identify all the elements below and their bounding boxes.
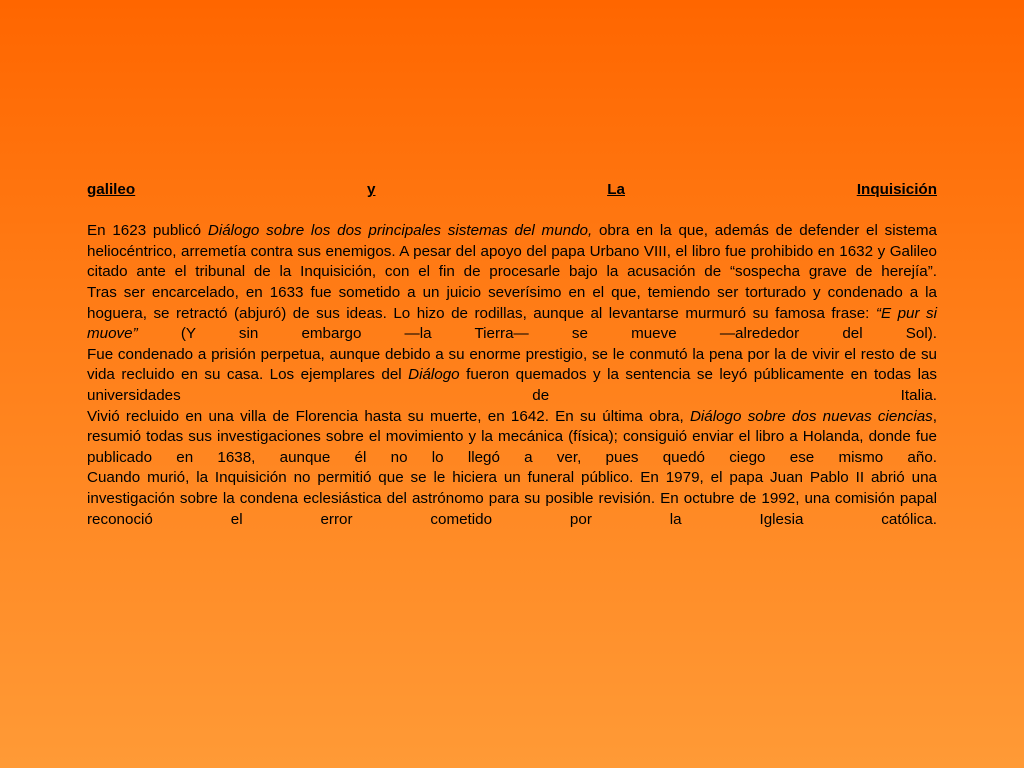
text-run: Tras ser encarcelado, en 1633 fue sometido a un juicio severísimo en el que, temiendo ser torturado y condenado a la hoguera, se retractó (abjuró) de sus ideas. Lo hizo de rodillas, aunque al levantarse murmuró su famosa frase: (87, 283, 937, 322)
title-word: Inquisición (856, 181, 937, 198)
paragraph-sentence (87, 345, 937, 407)
text-run: , resumió todas sus investigaciones sobre el movimiento y la mecánica (física); consiguió enviar el libro a Holanda, donde fue publicado en 1638, aunque él no lo llegó a ver, pues quedó ciego ese mismo año. (87, 407, 938, 466)
text-run: obra en la que, además de defender el sistema heliocéntrico, arremetía contra sus enemigos. A pesar del apoyo del papa Urbano VIII, el libro fue prohibido en 1632 y Galileo citado ante el tribunal de la Inquisición, con el fin de procesarle bajo la acusación de “sospecha grave de herejía”. (87, 222, 937, 281)
slide-content (87, 180, 937, 530)
title-word: y (366, 181, 376, 198)
text-run: Fue condenado a prisión perpetua, aunque debido a su enorme prestigio, se le conmutó la pena por la de vivir el resto de su vida recluido en su casa. Los ejemplares del (87, 345, 937, 384)
text-run: En 1623 publicó (87, 222, 208, 240)
famous-quote: “E pur si muove” (87, 304, 937, 343)
title-word: galileo (87, 181, 136, 198)
paragraph-trial (87, 283, 937, 345)
title-word: La (607, 181, 625, 198)
book-title: Diálogo (408, 366, 460, 384)
text-run: Cuando murió, la Inquisición no permitió que se le hiciera un funeral público. En 1979, el papa Juan Pablo II abrió una investigación sobre la condena eclesiástica del astrónomo para su posible revisión. En octubre de 1992, una comisión papal reconoció el error cometido por la Iglesia católica. (87, 469, 937, 528)
paragraph-last-years (87, 407, 937, 469)
book-title: Diálogo sobre los dos principales sistemas del mundo, (207, 222, 593, 240)
paragraph-publication (87, 221, 937, 283)
paragraph-rehabilitation (87, 468, 937, 530)
book-title: Diálogo sobre dos nuevas ciencias (689, 407, 933, 425)
text-run: Vivió recluido en una villa de Florencia hasta su muerte, en 1642. En su última obra, (87, 407, 690, 425)
blank-line (87, 201, 937, 222)
slide-title (87, 180, 937, 201)
text-run: (Y sin embargo —la Tierra— se mueve —alrededor del Sol). (137, 325, 937, 343)
text-run: fueron quemados y la sentencia se leyó públicamente en todas las universidades de Italia. (87, 366, 937, 404)
